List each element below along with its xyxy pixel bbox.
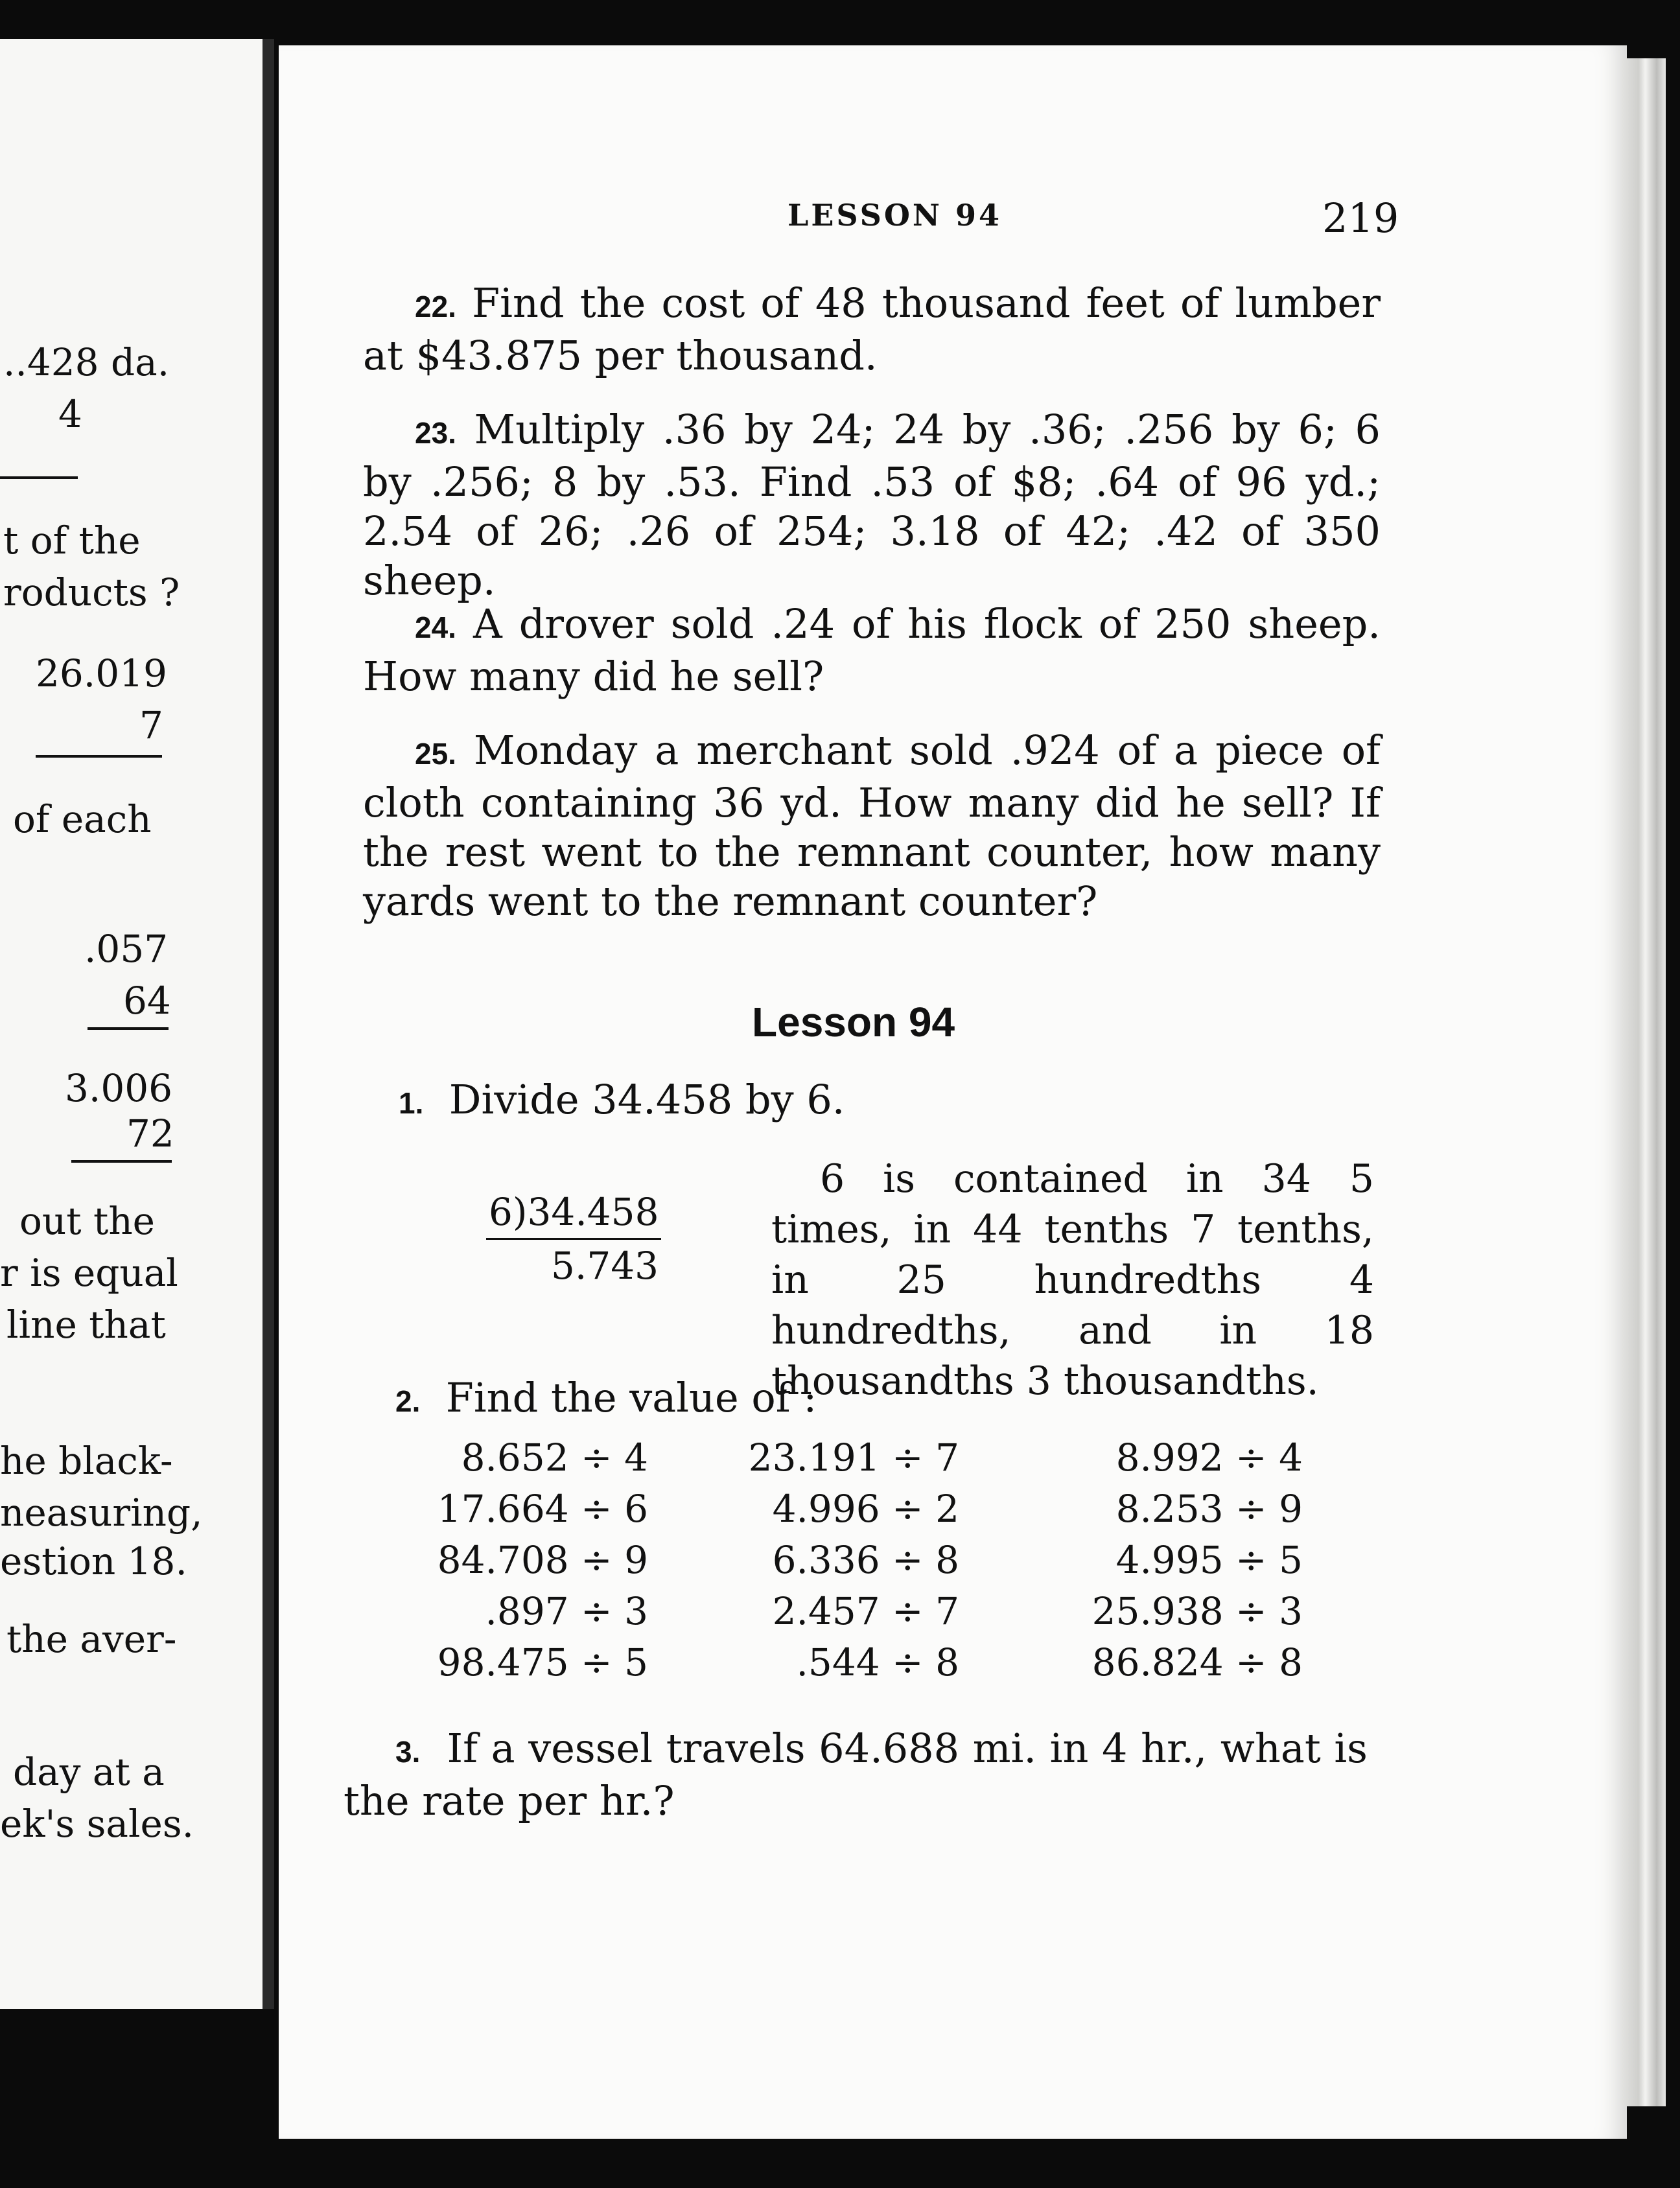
problem-25 bbox=[363, 726, 1381, 926]
exercise-item: 86.824 ÷ 8 bbox=[1091, 1640, 1303, 1684]
left-text-line: of each bbox=[13, 797, 152, 841]
problem-23 bbox=[363, 405, 1381, 605]
page-edge bbox=[1620, 58, 1666, 2106]
left-text-line: the aver- bbox=[6, 1617, 177, 1661]
question-text: Divide 34.458 by 6. bbox=[449, 1076, 845, 1123]
exercise-item: 8.652 ÷ 4 bbox=[461, 1436, 648, 1480]
exercise-column bbox=[1037, 1436, 1303, 1692]
running-header: LESSON 94 bbox=[788, 198, 1002, 233]
left-text-line: out the bbox=[19, 1199, 156, 1243]
question-number: 3. bbox=[395, 1735, 421, 1769]
left-text-line: roducts ? bbox=[3, 570, 180, 614]
exercise-item: .897 ÷ 3 bbox=[485, 1589, 648, 1633]
left-text-line: 26.019 bbox=[36, 651, 167, 695]
left-text-line: ..428 da. bbox=[3, 340, 170, 384]
problem-22 bbox=[363, 279, 1381, 380]
question-number: 2. bbox=[395, 1384, 421, 1418]
exercise-item: 4.996 ÷ 2 bbox=[772, 1487, 959, 1531]
problem-text: A drover sold .24 of his flock of 250 sheep. How many did he sell? bbox=[363, 600, 1381, 700]
left-rule bbox=[36, 755, 162, 758]
exercise-item: 25.938 ÷ 3 bbox=[1091, 1589, 1303, 1633]
exercise-item: 98.475 ÷ 5 bbox=[437, 1640, 648, 1684]
problem-number: 23. bbox=[415, 416, 456, 450]
problem-24 bbox=[363, 599, 1381, 701]
left-text-line: neasuring, bbox=[0, 1491, 203, 1535]
page-number: 219 bbox=[1322, 194, 1399, 242]
left-text-line: he black- bbox=[0, 1439, 173, 1483]
problem-number: 22. bbox=[415, 290, 456, 323]
exercise-item: 84.708 ÷ 9 bbox=[437, 1538, 648, 1582]
left-text-line: estion 18. bbox=[0, 1539, 187, 1583]
left-text-line: 7 bbox=[139, 703, 163, 747]
problem-text: Multiply .36 by 24; 24 by .36; .256 by 6; 6 by .256; 8 by .53. Find .53 of $8; .64 of 96 yd.; 2.54 of 26; .26 of 254; 3.18 of 42; .42 of 350 sheep. bbox=[363, 406, 1381, 604]
left-rule bbox=[71, 1160, 172, 1163]
left-text-line: line that bbox=[6, 1303, 166, 1347]
exercise-item: 23.191 ÷ 7 bbox=[748, 1436, 959, 1480]
left-rule bbox=[0, 476, 78, 479]
left-text-line: 4 bbox=[58, 392, 82, 436]
exercise-item: .544 ÷ 8 bbox=[796, 1640, 959, 1684]
exercise-item: 2.457 ÷ 7 bbox=[772, 1589, 959, 1633]
exercise-item: 6.336 ÷ 8 bbox=[772, 1538, 959, 1582]
division-dividend: 6)34.458 bbox=[486, 1186, 661, 1240]
problem-text: Find the cost of 48 thousand feet of lumber at $43.875 per thousand. bbox=[363, 279, 1381, 379]
left-text-line: 64 bbox=[123, 979, 171, 1023]
question-text: If a vessel travels 64.688 mi. in 4 hr., what is the rate per hr.? bbox=[344, 1725, 1368, 1824]
exercise-item: 8.992 ÷ 4 bbox=[1115, 1436, 1303, 1480]
exercise-item: 8.253 ÷ 9 bbox=[1115, 1487, 1303, 1531]
left-rule bbox=[88, 1027, 169, 1030]
left-text-line: 72 bbox=[126, 1111, 174, 1156]
lesson-title: Lesson 94 bbox=[752, 999, 955, 1045]
lesson-question-1 bbox=[399, 1076, 845, 1123]
division-explanation: 6 is contained in 34 5 times, in 44 tenths 7 tenths, in 25 hundredths 4 hundredths, and in 18 thousandths 3 thousandths. bbox=[771, 1156, 1374, 1404]
left-text-line: .057 bbox=[84, 927, 169, 971]
long-division-example bbox=[486, 1186, 661, 1292]
problem-number: 25. bbox=[415, 737, 456, 771]
question-number: 1. bbox=[399, 1086, 424, 1120]
left-text-line: ek's sales. bbox=[0, 1802, 194, 1846]
exercise-column bbox=[713, 1436, 959, 1692]
exercise-item: 17.664 ÷ 6 bbox=[437, 1487, 648, 1531]
left-text-line: r is equal bbox=[0, 1251, 178, 1295]
left-text-line: 3.006 bbox=[65, 1066, 173, 1110]
problem-number: 24. bbox=[415, 611, 456, 644]
lesson-question-3 bbox=[344, 1724, 1368, 1826]
problem-text: Monday a merchant sold .924 of a piece of cloth containing 36 yd. How many did he sell? If the rest went to the remnant counter, how many yards went to the remnant counter? bbox=[363, 727, 1381, 925]
lesson-question-2 bbox=[395, 1374, 817, 1421]
question-text: Find the value of : bbox=[445, 1374, 817, 1421]
division-quotient: 5.743 bbox=[551, 1244, 659, 1288]
left-text-line: t of the bbox=[3, 518, 141, 563]
previous-page bbox=[0, 39, 274, 2009]
exercise-item: 4.995 ÷ 5 bbox=[1115, 1538, 1303, 1582]
left-text-line: day at a bbox=[13, 1750, 165, 1794]
exercise-column bbox=[415, 1436, 648, 1692]
